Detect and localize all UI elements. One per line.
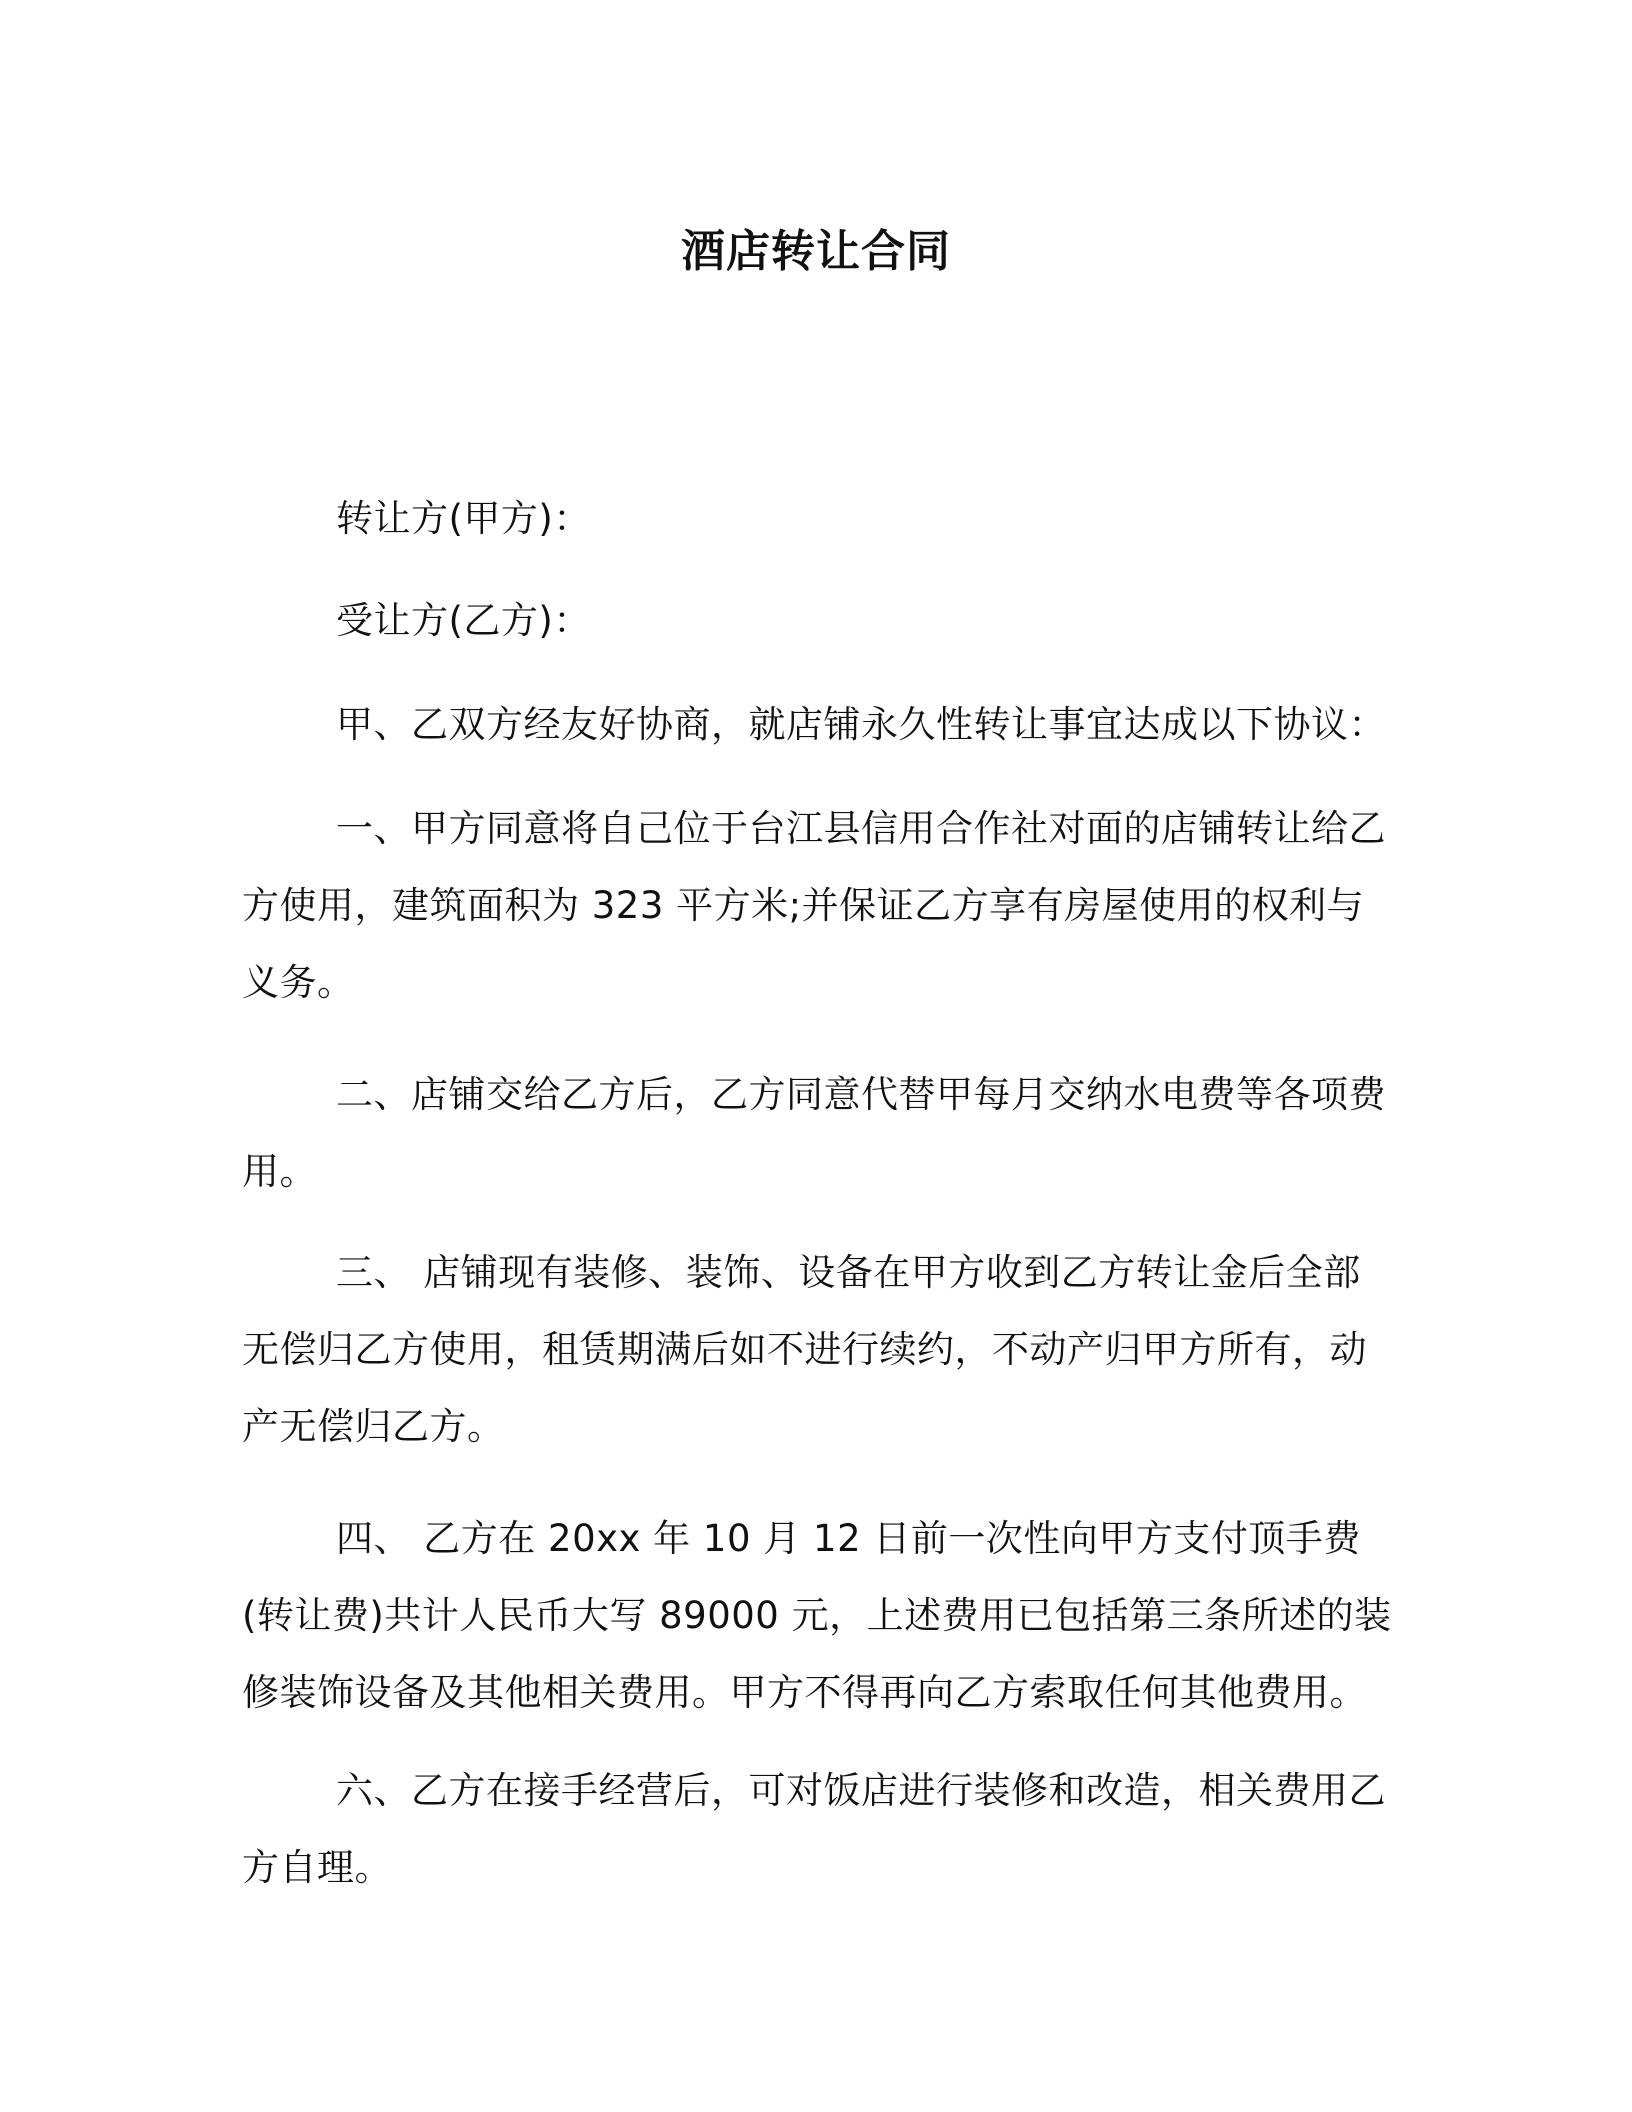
clause-2: 二、店铺交给乙方后，乙方同意代替甲每月交纳水电费等各项费用。 — [242, 1073, 1386, 1193]
document-title: 酒店转让合同 — [681, 226, 951, 277]
clause-6: 六、乙方在接手经营后，可对饭店进行装修和改造，相关费用乙方自理。 — [242, 1769, 1386, 1889]
clause-3: 三、 店铺现有装修、装饰、设备在甲方收到乙方转让金后全部无偿归乙方使用，租赁期满后如不进行续约，不动产归甲方所有，动产无偿归乙方。 — [242, 1251, 1367, 1448]
transferor-line: 转让方(甲方)： — [336, 497, 591, 540]
transferee-line: 受让方(乙方)： — [336, 599, 591, 642]
agreement-intro: 甲、乙双方经友好协商，就店铺永久性转让事宜达成以下协议： — [336, 703, 1386, 746]
clause-1: 一、甲方同意将自己位于台江县信用合作社对面的店铺转让给乙方使用，建筑面积为 323 平方米;并保证乙方享有房屋使用的权利与义务。 — [242, 807, 1386, 1004]
clause-4: 四、 乙方在 20xx 年 10 月 12 日前一次性向甲方支付顶手费(转让费)共计人民币大写 89000 元，上述费用已包括第三条所述的装修装饰设备及其他相关费用。甲方不得再向乙方索取任何其他费用。 — [242, 1517, 1392, 1714]
